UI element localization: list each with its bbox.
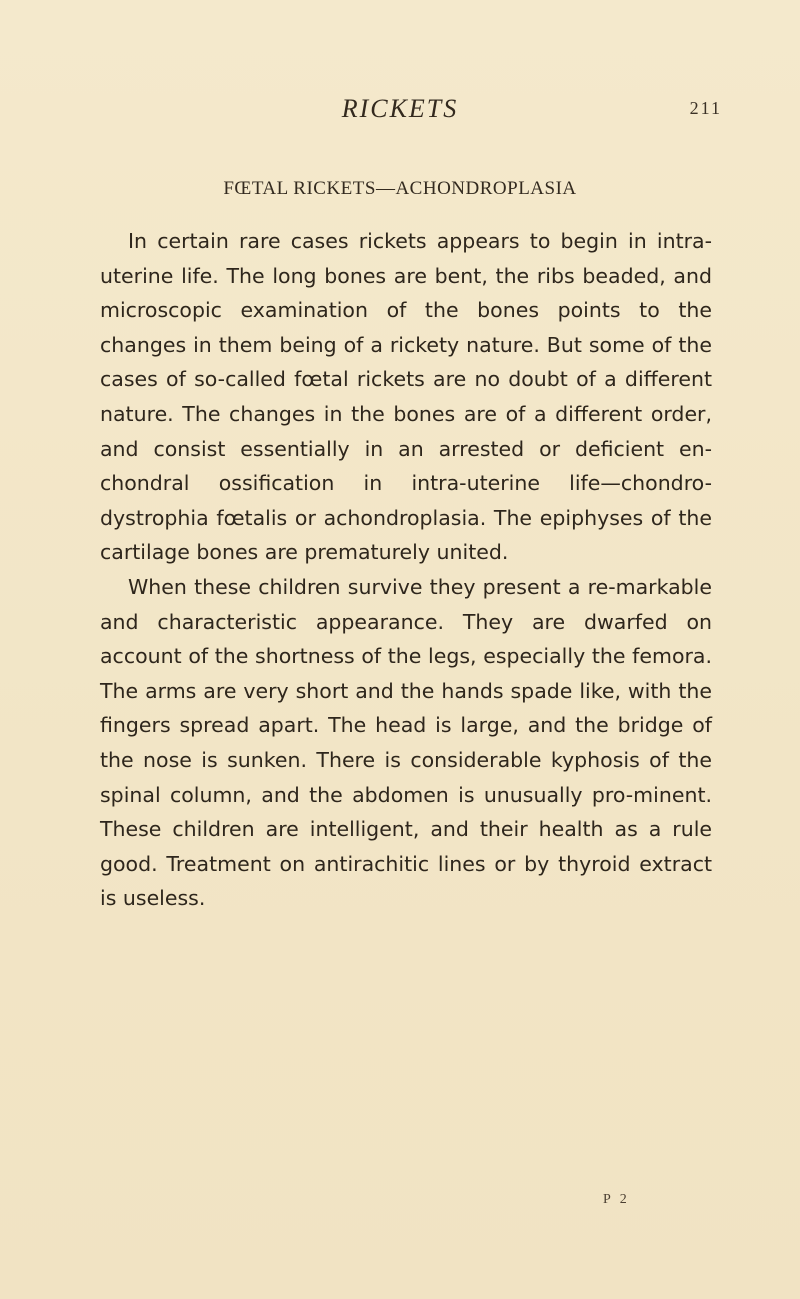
running-header <box>0 94 800 130</box>
page-number: 211 <box>689 98 722 118</box>
running-title: RICKETS <box>341 94 459 123</box>
section-heading: FŒTAL RICKETS—ACHONDROPLASIA <box>223 178 577 199</box>
paragraph-1: In certain rare cases rickets appears to begin in intra-uterine life. The long bones are bent, the ribs beaded, and microscopic examination of the bones points to the changes in them being of a rickety nature. But some of the cases of so-called fœtal rickets are no doubt of a different nature. The changes in the bones are of a different order, and consist essentially in an arrested or deficient en-chondral ossification in intra-uterine life—chondro-dystrophia fœtalis or achondroplasia. The epiphyses of the cartilage bones are prematurely united. <box>100 229 712 565</box>
signature-mark: P 2 <box>603 1192 630 1207</box>
body-text <box>100 224 712 916</box>
paragraph-2: When these children survive they present a re-markable and characteristic appearance. They are dwarfed on account of the shortness of the legs, especially the femora. The arms are very short and the hands spade like, with the fingers spread apart. The head is large, and the bridge of the nose is sunken. There is considerable kyphosis of the spinal column, and the abdomen is unusually pro-minent. These children are intelligent, and their health as a rule good. Treatment on antirachitic lines or by thyroid extract is useless. <box>100 574 712 911</box>
